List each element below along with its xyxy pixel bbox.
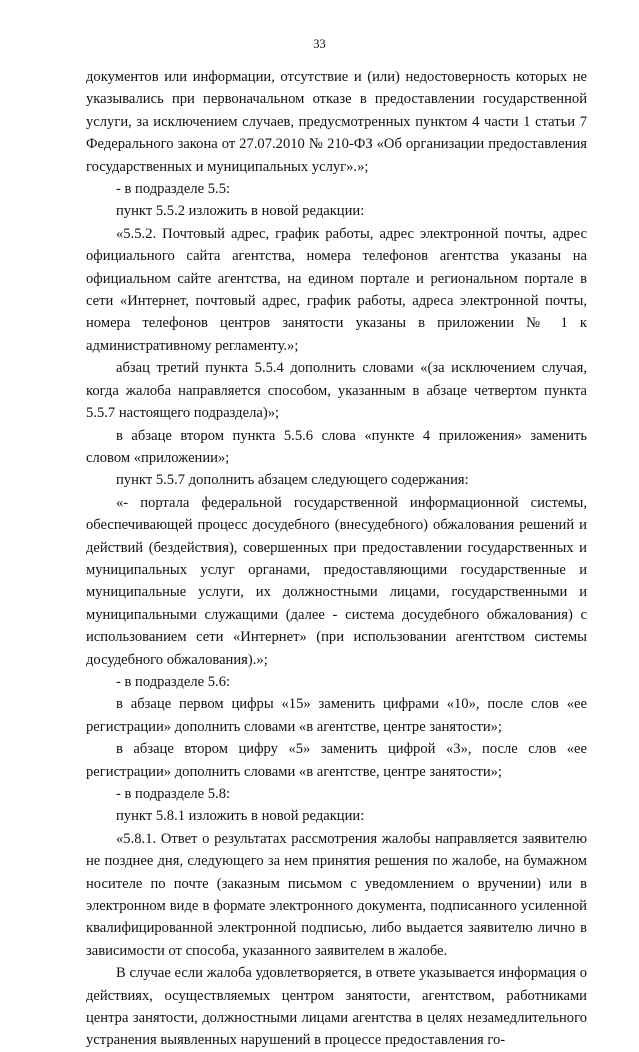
page-number: 33 bbox=[313, 37, 326, 51]
paragraph: «5.8.1. Ответ о результатах рассмотрения жалобы направляется заявителю не позднее дня, следующего за нем принятия решения по жалобе, на бумажном носителе по почте (заказным письмом с уведомлением о вручении) или в электронном виде в формате электронного документа, подписанного усиленной квалифицированной электронной подписью, либо выдается заявителю лично в зависимости от способа, указанного заявителем в жалобе. bbox=[86, 830, 587, 959]
paragraph: В случае если жалоба удовлетворяется, в ответе указывается информация о действиях, осуществляемых центром занятости, агентством, работниками центра занятости, должностными лицами агентства в целях незамедлительного устранения выявленных нарушений в процессе предоставления го- bbox=[86, 965, 587, 1049]
paragraph: - в подразделе 5.5: bbox=[116, 181, 231, 198]
paragraph: - в подразделе 5.6: bbox=[116, 673, 231, 690]
paragraph: в абзаце втором цифру «5» заменить цифрой «3», после слов «ее регистрации» дополнить словами «в агентстве, центре занятости»; bbox=[86, 741, 587, 780]
paragraph: документов или информации, отсутствие и (или) недостоверность которых не указывались при первоначальном отказе в предоставлении государственной услуги, за исключением случаев, предусмотренных пунктом 4 части 1 статьи 7 Федерального закона от 27.07.2010 № 210-ФЗ «Об организации предоставления государственных и муниципальных услуг».»; bbox=[86, 69, 587, 175]
paragraph: в абзаце втором пункта 5.5.6 слова «пункте 4 приложения» заменить словом «приложении»; bbox=[86, 427, 587, 466]
paragraph: пункт 5.5.2 изложить в новой редакции: bbox=[116, 203, 365, 220]
paragraph: абзац третий пункта 5.5.4 дополнить словами «(за исключением случая, когда жалоба направляется способом, указанным в абзаце четвертом пункта 5.5.7 настоящего подраздела)»; bbox=[86, 360, 587, 422]
paragraph: «- портала федеральной государственной информационной системы, обеспечивающей процесс досудебного (внесудебного) обжалования решений и действий (бездействия), совершенных при предоставлении государственных и муниципальных услуг органами, предоставляющими государственные и муниципальные услуги, их должностными лицами, государственными и муниципальными служащими (далее - система досудебного обжалования) с использованием сети «Интернет» (при использовании агентством системы досудебного обжалования).»; bbox=[86, 494, 587, 668]
paragraph: пункт 5.5.7 дополнить абзацем следующего содержания: bbox=[116, 472, 469, 489]
paragraph: пункт 5.8.1 изложить в новой редакции: bbox=[116, 808, 365, 825]
paragraph: в абзаце первом цифры «15» заменить цифрами «10», после слов «ее регистрации» дополнить словами «в агентстве, центре занятости»; bbox=[86, 696, 587, 735]
paragraph: - в подразделе 5.8: bbox=[116, 786, 231, 802]
paragraph: «5.5.2. Почтовый адрес, график работы, адрес электронной почты, адрес официального сайта агентства, номера телефонов агентства указаны на официальном сайте агентства, на едином портале и региональном портале в сети «Интернет, почтовый адрес, график работы, адреса электронной почты, номера телефонов центров занятости указаны в приложении № 1 к административному регламенту.»; bbox=[86, 225, 587, 354]
document-body bbox=[86, 66, 587, 1052]
